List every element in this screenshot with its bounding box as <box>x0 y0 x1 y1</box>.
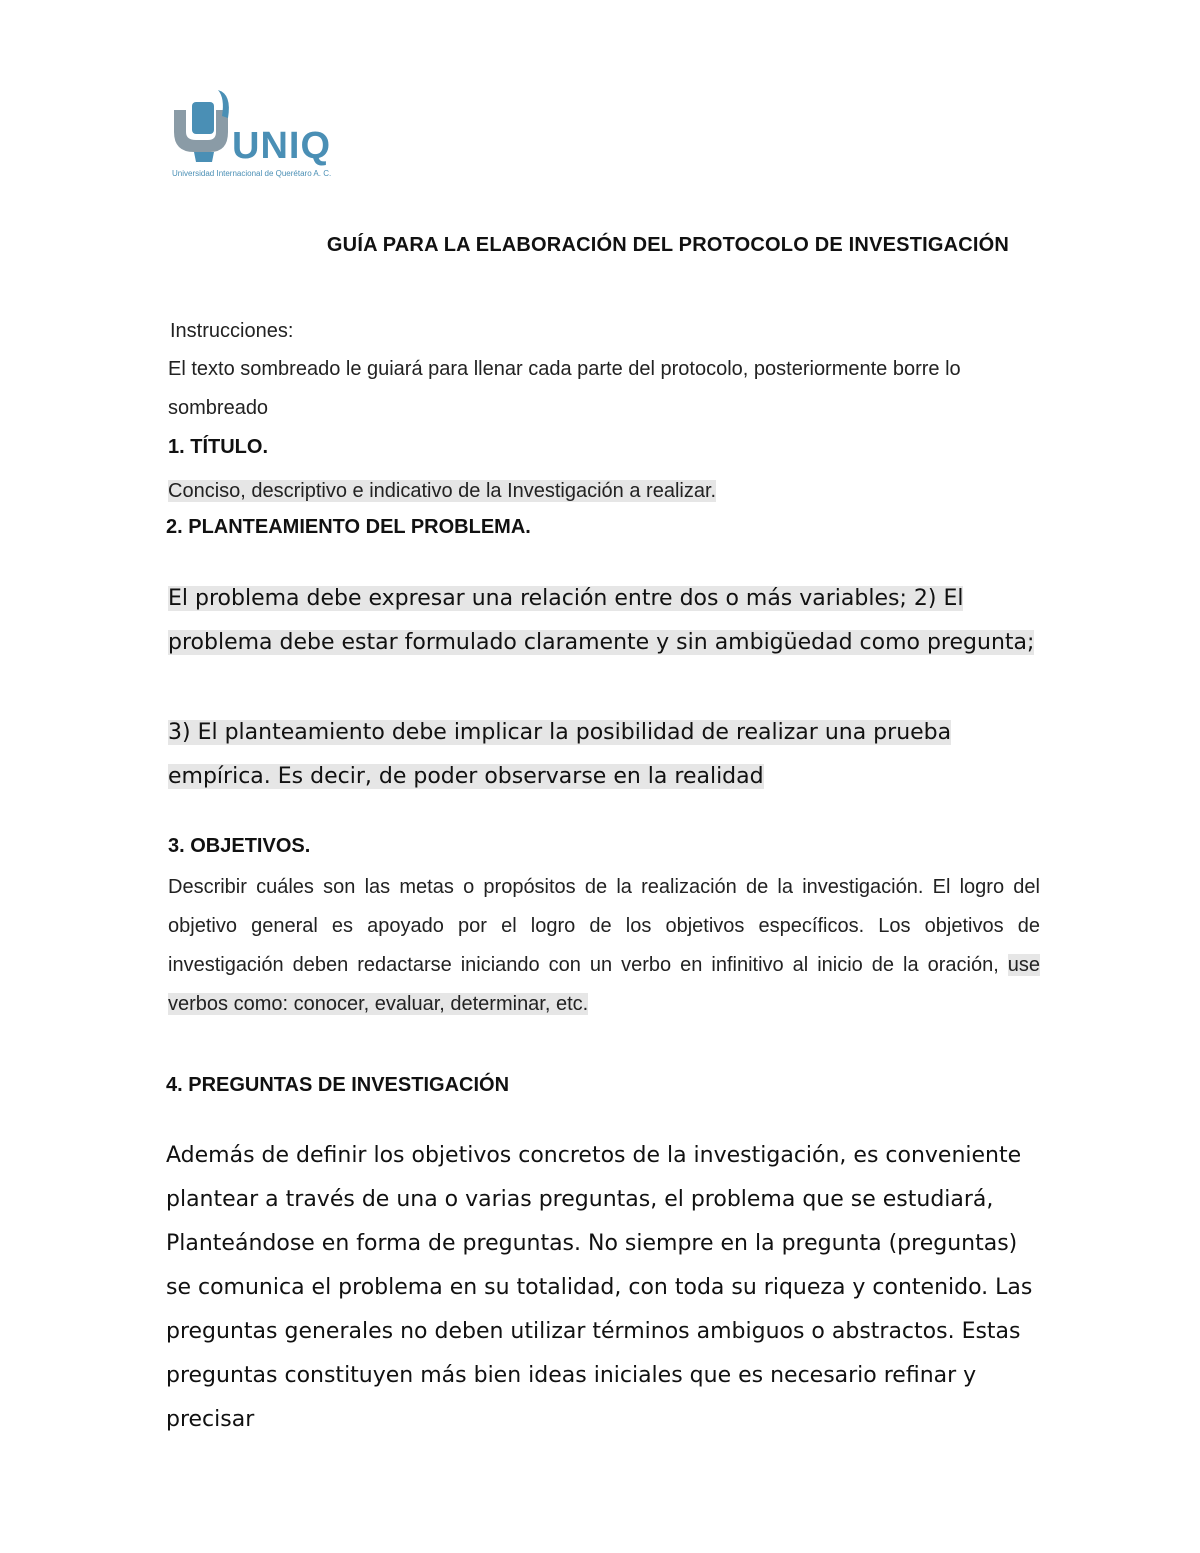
section-2-shaded-text-2: 3) El planteamiento debe implicar la posibilidad de realizar una prueba empírica. Es decir, de poder observarse en la realidad <box>168 720 952 789</box>
logo-subtitle: Universidad Internacional de Querétaro A. C. <box>172 169 332 178</box>
section-2-heading: 2. PLANTEAMIENTO DEL PROBLEMA. <box>166 516 531 538</box>
instructions-label: Instrucciones: <box>170 320 294 342</box>
section-2-paragraph-2 <box>168 711 1048 799</box>
section-1-heading: 1. TÍTULO. <box>168 436 268 458</box>
section-3-paragraph <box>168 868 1040 1024</box>
logo-text: UNIQ <box>232 125 331 167</box>
section-3-text: Describir cuáles son las metas o propósitos de la realización de la investigación. El logro del objetivo general es apoyado por el logro de los objetivos específicos. Los objetivos de investigación deben redactarse iniciando con un verbo en infinitivo al inicio de la oración, <box>168 876 1040 976</box>
section-4-heading: 4. PREGUNTAS DE INVESTIGACIÓN <box>166 1074 510 1096</box>
section-3-shaded-text: use verbos como: conocer, evaluar, determinar, etc. <box>168 954 1040 1015</box>
section-3-heading: 3. OBJETIVOS. <box>168 835 311 857</box>
section-2-shaded-text-1: El problema debe expresar una relación entre dos o más variables; 2) El problema debe estar formulado claramente y sin ambigüedad como pregunta; <box>168 586 1035 655</box>
instructions-text: El texto sombreado le guiará para llenar cada parte del protocolo, posteriormente borre lo sombreado <box>168 358 961 419</box>
uniq-logo-graphic <box>170 88 370 183</box>
section-1-shaded-text: Conciso, descriptivo e indicativo de la Investigación a realizar. <box>168 480 717 502</box>
section-1-text <box>168 472 716 511</box>
uniq-logo <box>170 88 370 183</box>
section-2-paragraph-1 <box>168 577 1048 665</box>
section-4-paragraph: Además de definir los objetivos concretos de la investigación, es conveniente plantear a través de una o varias preguntas, el problema que se estudiará, Planteándose en forma de preguntas. No siempre en la pregunta (preguntas) se comunica el problema en su totalidad, con toda su riqueza y contenido. Las preguntas generales no deben utilizar términos ambiguos o abstractos. Estas preguntas constituyen más bien ideas iniciales que es necesario refinar y precisar <box>166 1143 1033 1432</box>
document-title: GUÍA PARA LA ELABORACIÓN DEL PROTOCOLO DE INVESTIGACIÓN <box>326 234 1010 256</box>
